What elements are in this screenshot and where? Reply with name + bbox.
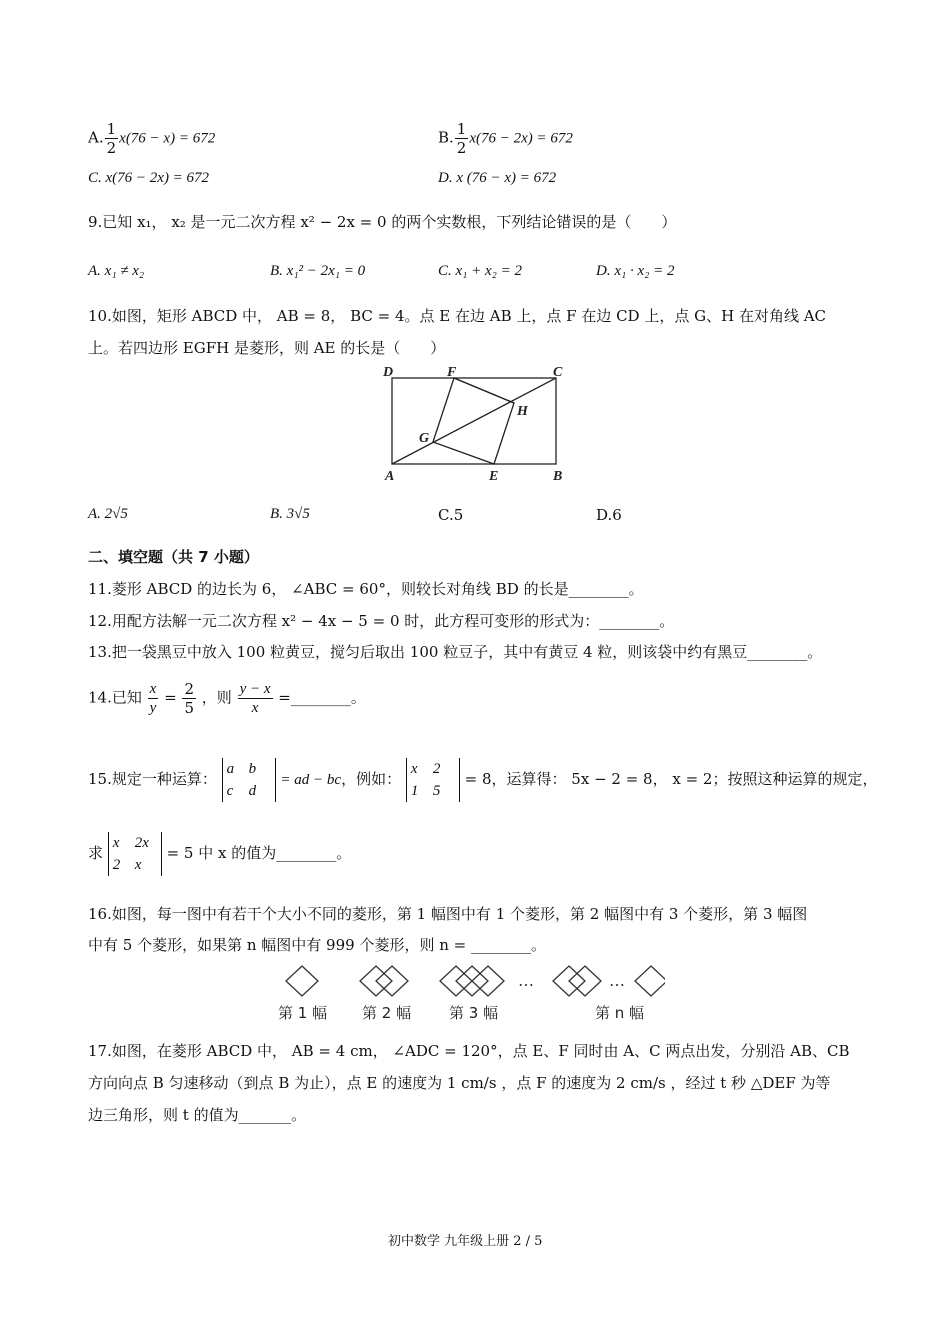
q8-option-c: C. x(76 − 2x) = 672 xyxy=(88,170,210,186)
q13: 13.把一袋黑豆中放入 100 粒黄豆，搅匀后取出 100 粒豆子，其中有黄豆 4 粒，则该袋中约有黑豆________。 xyxy=(88,643,823,661)
q15-determinant-definition: a b c d xyxy=(222,758,276,802)
q16-line1: 16.如图，每一图中有若干个大小不同的菱形，第 1 幅图中有 1 个菱形，第 2 幅图中有 3 个菱形，第 3 幅图 xyxy=(88,905,808,923)
ellipsis-1: … xyxy=(518,971,534,990)
q10-option-b: B. 3√5 xyxy=(270,506,310,522)
q11: 11.菱形 ABCD 的边长为 6， ∠ABC = 60°，则较长对角线 BD 的长是________。 xyxy=(88,580,644,598)
section-heading: 二、填空题（共 7 小题） xyxy=(88,548,259,566)
q14: 14.已知 $\frac{x}{y}$ = $\frac{2}{5}$ ，则 $\frac{y - x}{x}$ =________。 xyxy=(88,680,366,717)
q10-option-c: C.5 xyxy=(438,506,464,524)
diagonal-ac xyxy=(392,378,556,464)
q10-line1: 10.如图，矩形 ABCD 中， AB = 8， BC = 4。点 E 在边 AB 上，点 F 在边 CD 上，点 G、H 在对角线 AC xyxy=(88,307,827,325)
label-fign: 第 n 幅 xyxy=(595,1004,645,1022)
label-f: F xyxy=(447,365,457,380)
page-footer: 初中数学 九年级上册 2 / 5 xyxy=(388,1234,543,1249)
fig1-rhombus xyxy=(286,966,318,996)
label-c: C xyxy=(553,365,563,380)
q9-stem: 9.已知 x₁， x₂ 是一元二次方程 x² − 2x = 0 的两个实数根，下列结论错误的是（ ） xyxy=(88,213,677,231)
q16-rhombus-figure xyxy=(275,962,665,1026)
q15-line1: 15.规定一种运算： a b c d = ad − bc，例如： x 2 1 5 = 8，运算得： 5x − 2 = 8， x = 2；按照这种运算的规定， xyxy=(88,758,877,802)
q10-rectangle-figure xyxy=(375,360,575,485)
label-g: G xyxy=(419,431,430,446)
q15-determinant-question: x 2x 2 x xyxy=(108,832,162,876)
q9-option-b: B. x₁² − 2x₁ = 0 xyxy=(270,263,366,279)
q8-option-b: B. $\frac{1}{2}$ x(76 − 2x) = 672 xyxy=(438,120,573,157)
q15-line2: 求 x 2x 2 x = 5 中 x 的值为________。 xyxy=(88,832,351,876)
q15-determinant-example: x 2 1 5 xyxy=(406,758,460,802)
q10-option-a: A. 2√5 xyxy=(88,506,128,522)
fign-rhombus-3 xyxy=(635,966,665,996)
q17-line2: 方向向点 B 匀速移动（到点 B 为止），点 E 的速度为 1 cm/s ，点 F 的速度为 2 cm/s ，经过 t 秒 △DEF 为等 xyxy=(88,1074,831,1092)
q8-option-d: D. x (76 − x) = 672 xyxy=(438,170,557,186)
q10-line2: 上。若四边形 EGFH 是菱形，则 AE 的长是（ ） xyxy=(88,339,446,357)
q16-line2: 中有 5 个菱形，如果第 n 幅图中有 999 个菱形，则 n = ________。 xyxy=(88,936,546,954)
label-e: E xyxy=(489,469,499,484)
q8-option-a: A. $\frac{1}{2}$ x(76 − x) = 672 xyxy=(88,120,216,157)
q14-fraction-2-over-5: $\frac{2}{5}$ xyxy=(184,680,194,717)
label-fig1: 第 1 幅 xyxy=(278,1004,328,1022)
segment-fh xyxy=(454,378,514,403)
q12: 12.用配方法解一元二次方程 x² − 4x − 5 = 0 时，此方程可变形的形式为：________。 xyxy=(88,612,675,630)
q10-option-d: D.6 xyxy=(596,506,622,524)
q17-line3: 边三角形，则 t 的值为_______。 xyxy=(88,1106,307,1124)
label-b: B xyxy=(553,469,563,484)
q9-option-c: C. x₁ + x₂ = 2 xyxy=(438,263,522,279)
q9-option-a: A. x₁ ≠ x₂ xyxy=(88,263,145,279)
label-h: H xyxy=(517,404,528,419)
ellipsis-2: … xyxy=(609,971,625,990)
label-a: A xyxy=(385,469,395,484)
label-fig3: 第 3 幅 xyxy=(449,1004,499,1022)
q8-a-fraction: $\frac{1}{2}$ xyxy=(106,120,117,157)
label-fig2: 第 2 幅 xyxy=(362,1004,412,1022)
label-d: D xyxy=(383,365,394,380)
q8-b-fraction: $\frac{1}{2}$ xyxy=(456,120,467,157)
q9-option-d: D. x₁ · x₂ = 2 xyxy=(596,263,675,279)
q17-line1: 17.如图，在菱形 ABCD 中， AB = 4 cm， ∠ADC = 120°，点 E、F 同时由 A、C 两点出发，分别沿 AB、CB xyxy=(88,1042,850,1060)
q14-fraction-target: $\frac{y - x}{x}$ xyxy=(239,681,271,716)
q14-fraction-x-over-y: $\frac{x}{y}$ xyxy=(149,681,157,716)
